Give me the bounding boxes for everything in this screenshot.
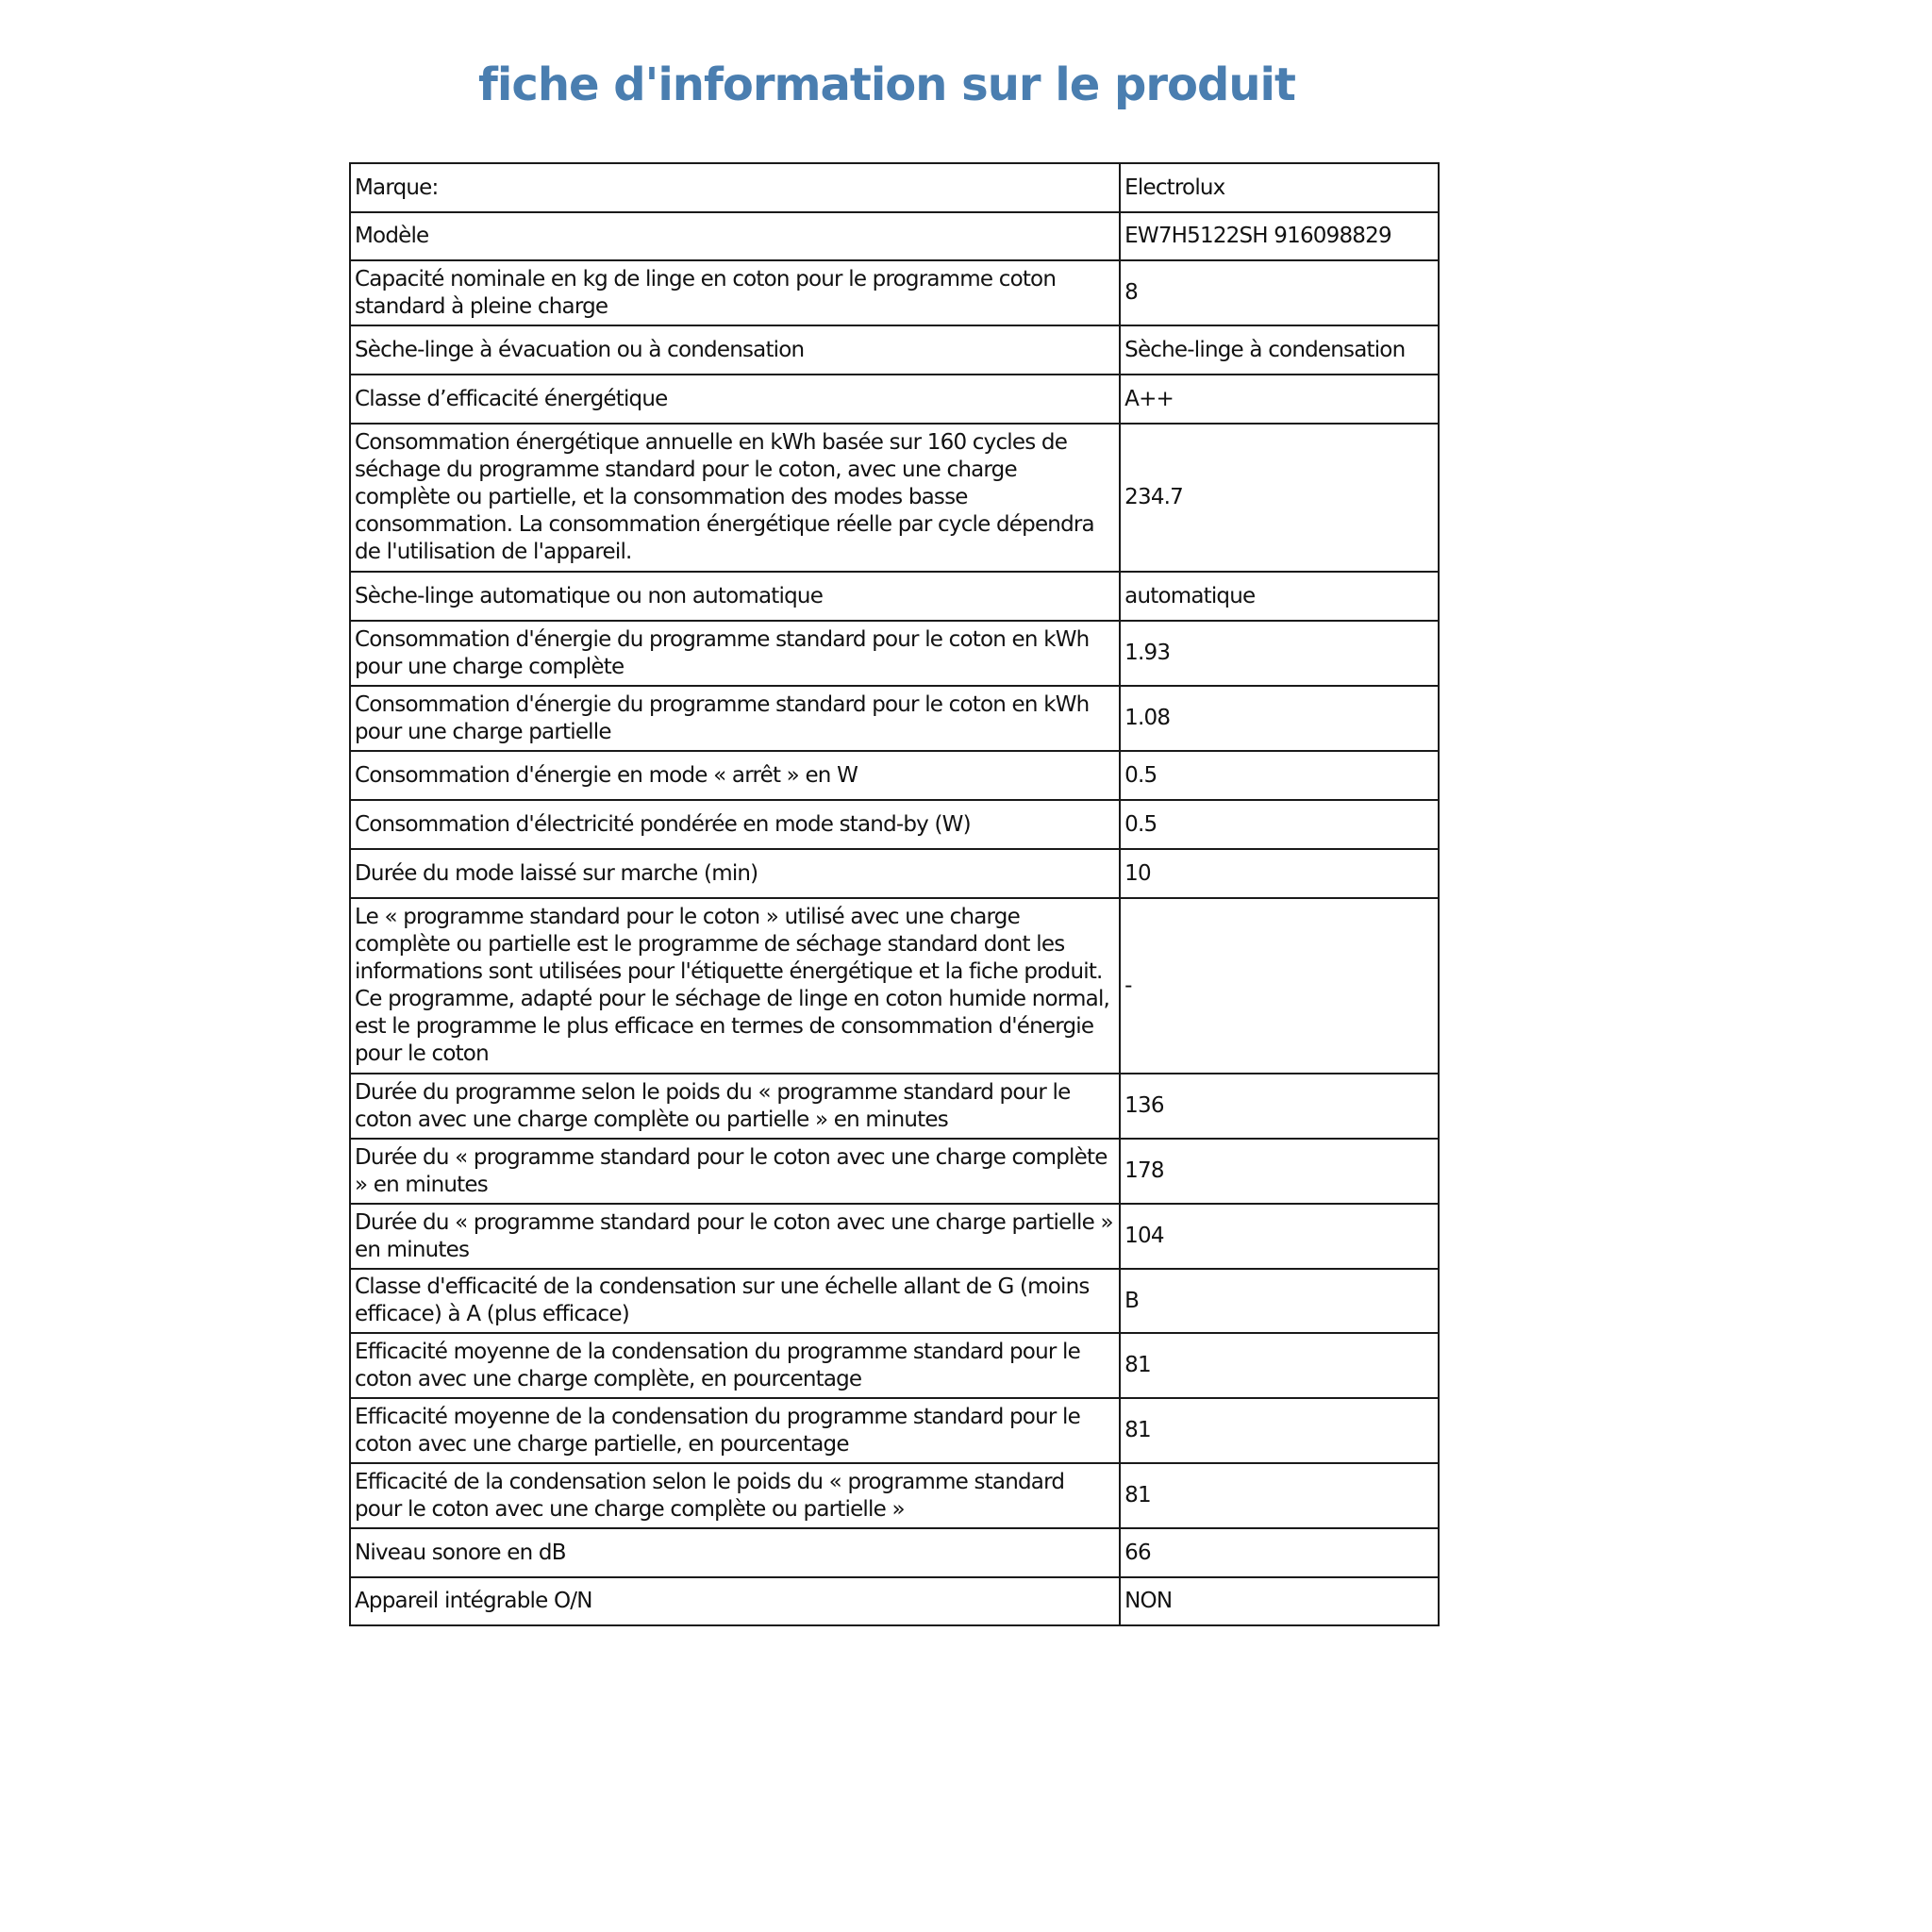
row-value: 81 <box>1120 1463 1439 1528</box>
table-row <box>350 1269 1439 1333</box>
row-value: 0.5 <box>1120 800 1439 849</box>
table-row <box>350 572 1439 621</box>
row-label: Consommation d'énergie du programme standard pour le coton en kWh pour une charge partielle <box>350 686 1120 751</box>
row-label: Sèche-linge à évacuation ou à condensation <box>350 325 1120 375</box>
row-value: 178 <box>1120 1139 1439 1204</box>
table-row <box>350 1139 1439 1204</box>
row-label: Sèche-linge automatique ou non automatique <box>350 572 1120 621</box>
row-label: Niveau sonore en dB <box>350 1528 1120 1577</box>
row-label: Classe d’efficacité énergétique <box>350 375 1120 424</box>
row-value: automatique <box>1120 572 1439 621</box>
row-label: Durée du « programme standard pour le coton avec une charge complète » en minutes <box>350 1139 1120 1204</box>
table-row <box>350 751 1439 800</box>
row-value: 1.93 <box>1120 621 1439 686</box>
table-row <box>350 898 1439 1074</box>
table-row <box>350 621 1439 686</box>
table-row <box>350 212 1439 260</box>
row-label: Efficacité de la condensation selon le poids du « programme standard pour le coton avec une charge complète ou partielle » <box>350 1463 1120 1528</box>
product-info-table <box>349 162 1440 1626</box>
row-label: Consommation d'électricité pondérée en mode stand-by (W) <box>350 800 1120 849</box>
row-value: Sèche-linge à condensation <box>1120 325 1439 375</box>
row-label: Marque: <box>350 163 1120 212</box>
row-value: Electrolux <box>1120 163 1439 212</box>
table-row <box>350 1577 1439 1625</box>
row-value: 136 <box>1120 1074 1439 1139</box>
row-label: Durée du « programme standard pour le coton avec une charge partielle » en minutes <box>350 1204 1120 1269</box>
row-value: EW7H5122SH 916098829 <box>1120 212 1439 260</box>
row-value: 81 <box>1120 1333 1439 1398</box>
table-row <box>350 1398 1439 1463</box>
table-row <box>350 163 1439 212</box>
row-value: NON <box>1120 1577 1439 1625</box>
row-value: 8 <box>1120 260 1439 325</box>
row-value: 104 <box>1120 1204 1439 1269</box>
row-label: Consommation d'énergie en mode « arrêt » en W <box>350 751 1120 800</box>
row-label: Classe d'efficacité de la condensation sur une échelle allant de G (moins efficace) à A (plus efficace) <box>350 1269 1120 1333</box>
table-row <box>350 1074 1439 1139</box>
row-value: 10 <box>1120 849 1439 898</box>
table-row <box>350 800 1439 849</box>
page-title: fiche d'information sur le produit <box>478 58 1295 111</box>
table-row <box>350 260 1439 325</box>
table-row <box>350 1333 1439 1398</box>
row-label: Durée du mode laissé sur marche (min) <box>350 849 1120 898</box>
row-value: 66 <box>1120 1528 1439 1577</box>
row-label: Modèle <box>350 212 1120 260</box>
row-label: Le « programme standard pour le coton » utilisé avec une charge complète ou partielle est le programme de séchage standard dont les informations sont utilisées pour l'étiquette énergétique et la fiche produit. Ce programme, adapté pour le séchage de linge en coton humide normal, est le programme le plus efficace en termes de consommation d'énergie pour le coton <box>350 898 1120 1074</box>
row-label: Capacité nominale en kg de linge en coton pour le programme coton standard à pleine charge <box>350 260 1120 325</box>
row-value: A++ <box>1120 375 1439 424</box>
table-row <box>350 1528 1439 1577</box>
row-value: 0.5 <box>1120 751 1439 800</box>
row-value: - <box>1120 898 1439 1074</box>
row-label: Consommation d'énergie du programme standard pour le coton en kWh pour une charge complète <box>350 621 1120 686</box>
row-label: Efficacité moyenne de la condensation du programme standard pour le coton avec une charge complète, en pourcentage <box>350 1333 1120 1398</box>
table-row <box>350 1204 1439 1269</box>
row-label: Consommation énergétique annuelle en kWh basée sur 160 cycles de séchage du programme standard pour le coton, avec une charge complète ou partielle, et la consommation des modes basse consommation. La consommation énergétique réelle par cycle dépendra de l'utilisation de l'appareil. <box>350 424 1120 572</box>
table-row <box>350 686 1439 751</box>
table-row <box>350 375 1439 424</box>
table-row <box>350 849 1439 898</box>
table-row <box>350 1463 1439 1528</box>
table-row <box>350 325 1439 375</box>
row-value: 234.7 <box>1120 424 1439 572</box>
row-value: 1.08 <box>1120 686 1439 751</box>
table-row <box>350 424 1439 572</box>
row-label: Appareil intégrable O/N <box>350 1577 1120 1625</box>
row-label: Efficacité moyenne de la condensation du programme standard pour le coton avec une charge partielle, en pourcentage <box>350 1398 1120 1463</box>
row-value: 81 <box>1120 1398 1439 1463</box>
row-value: B <box>1120 1269 1439 1333</box>
row-label: Durée du programme selon le poids du « programme standard pour le coton avec une charge complète ou partielle » en minutes <box>350 1074 1120 1139</box>
